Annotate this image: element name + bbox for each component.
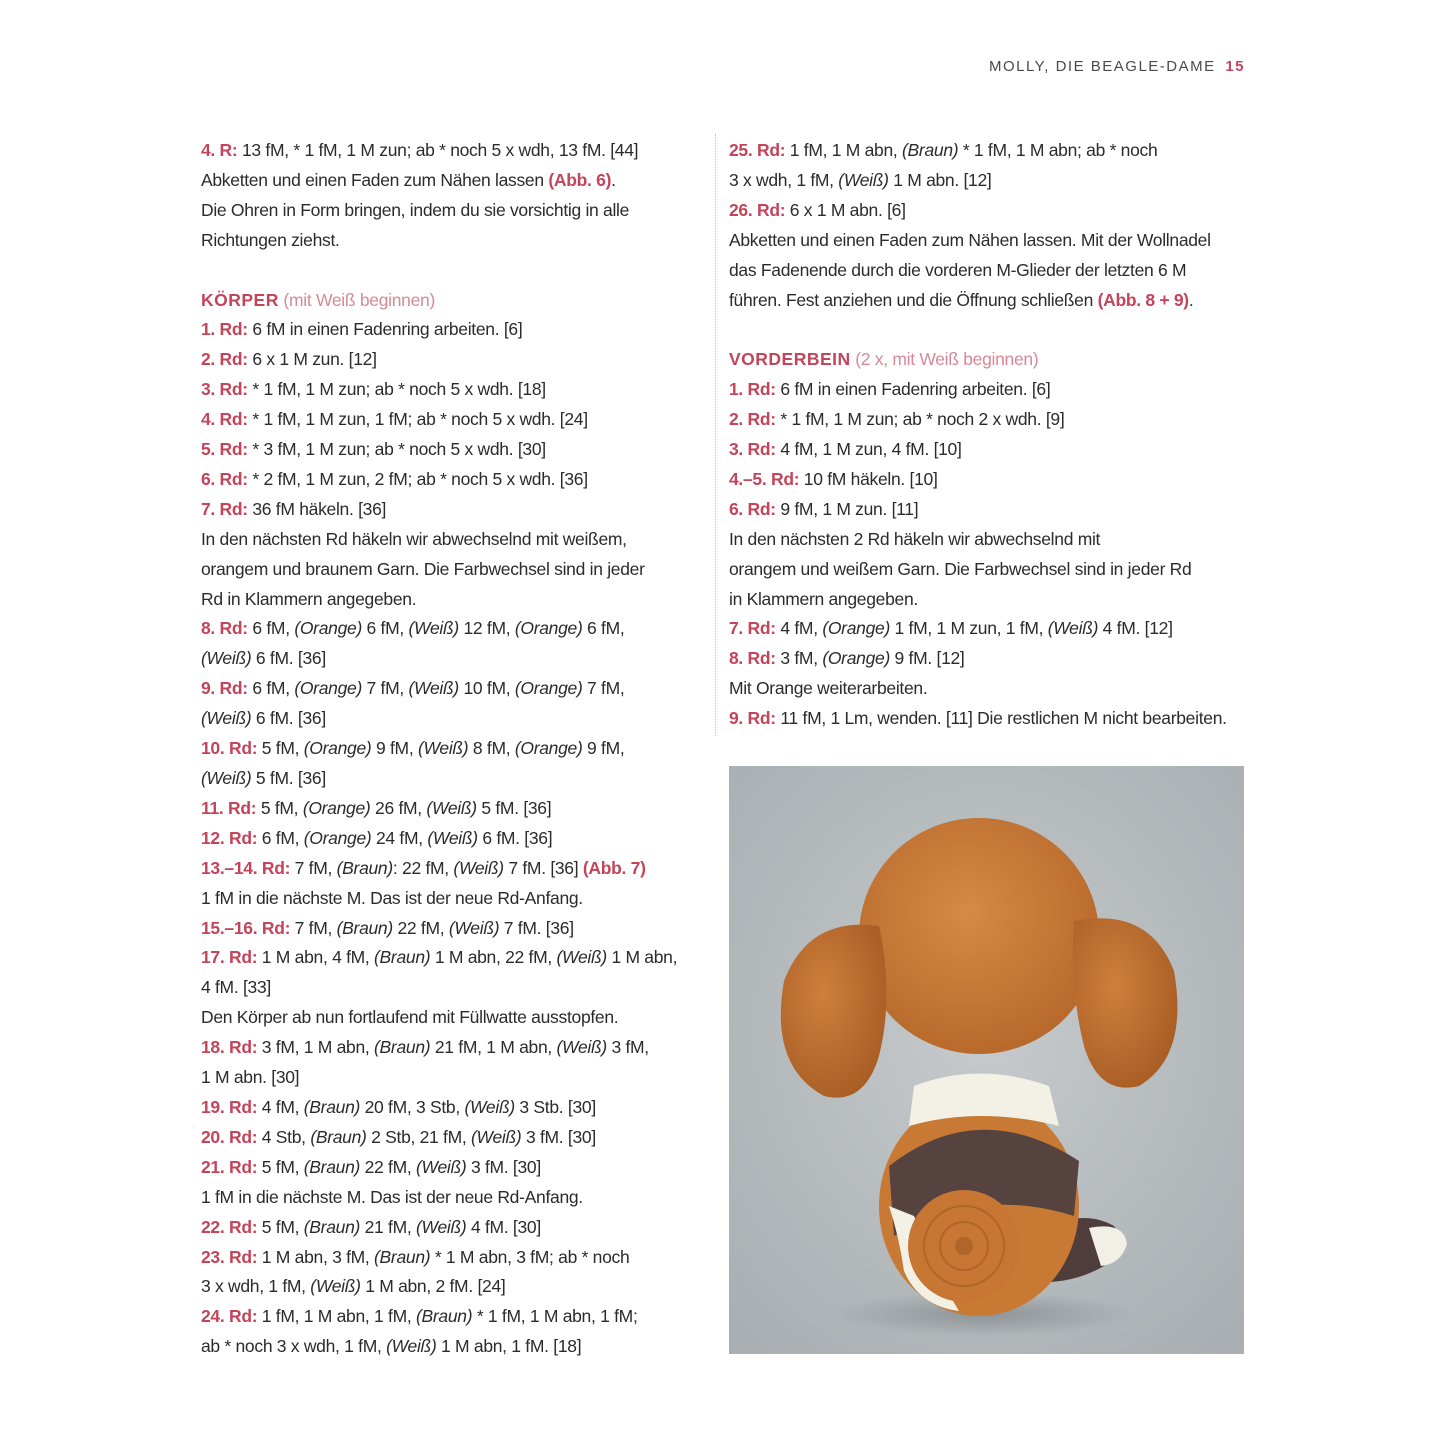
line-text: 3 fM, 1 M abn, [257, 1037, 375, 1058]
text-line [729, 585, 1269, 615]
line-text: 1 fM in die nächste M. Das ist der neue Rd-Anfang. [201, 1186, 583, 1207]
line-text: 10 fM, [458, 678, 515, 699]
color-change: (Weiß) [408, 678, 459, 699]
round-label: 9. Rd: [201, 678, 248, 699]
round-label: 18. Rd: [201, 1037, 258, 1058]
color-change: (Braun) [416, 1306, 473, 1327]
line-text: 6 fM. [36] [251, 648, 326, 669]
text-line [201, 794, 701, 824]
text-line [729, 614, 1269, 644]
line-text: 1 M abn, 1 fM. [18] [436, 1336, 582, 1357]
round-label: 21. Rd: [201, 1156, 258, 1177]
text-line [201, 764, 701, 794]
round-label: 17. Rd: [201, 947, 258, 968]
left-text-column [201, 136, 701, 1362]
line-text: Die Ohren in Form bringen, indem du sie vorsichtig in alle [201, 199, 630, 220]
line-text: 6 fM, [247, 618, 295, 639]
text-line [201, 495, 701, 525]
text-line [201, 315, 701, 345]
text-line [729, 704, 1269, 734]
line-text: 7 fM, [582, 678, 625, 699]
text-line [729, 465, 1269, 495]
line-text: 21 fM, [360, 1216, 417, 1237]
color-change: (Weiß) [453, 857, 504, 878]
line-text: das Fadenende durch die vorderen M-Glieder der letzten 6 M [729, 259, 1187, 280]
text-line [201, 943, 701, 973]
text-line [729, 495, 1269, 525]
round-label: 1. Rd: [201, 319, 248, 340]
round-label: 1. Rd: [729, 379, 776, 400]
line-text: 8 fM, [468, 738, 515, 759]
color-change: (Weiß) [556, 947, 607, 968]
line-text: 21 fM, 1 M abn, [430, 1037, 557, 1058]
color-change: (Orange) [303, 827, 372, 848]
round-label: 8. Rd: [729, 648, 776, 669]
line-text: 9 fM, [371, 738, 418, 759]
line-text: 1 fM, 1 M abn, [785, 140, 903, 160]
color-change: (Weiß) [471, 1126, 522, 1147]
line-text: 1 M abn. [12] [888, 169, 992, 190]
round-label: 7. Rd: [201, 498, 248, 519]
line-text: 3 fM. [30] [466, 1156, 541, 1177]
color-change: (Braun) [310, 1126, 367, 1147]
line-text: : 22 fM, [392, 857, 454, 878]
line-text: 9 fM, [582, 738, 625, 759]
line-text: 6 fM, [361, 618, 409, 639]
text-line [201, 734, 701, 764]
color-change: (Braun) [303, 1156, 361, 1177]
text-line [201, 1332, 701, 1362]
text-line [201, 884, 701, 914]
line-text: 1 M abn, 22 fM, [430, 947, 557, 968]
line-text: 20 fM, 3 Stb, [360, 1096, 465, 1117]
line-text: 4 fM, [257, 1096, 304, 1117]
paragraph-gap [201, 256, 701, 286]
text-line [201, 854, 701, 884]
round-label: 2. Rd: [729, 409, 776, 430]
line-text: 6 fM in einen Fadenring arbeiten. [6] [775, 379, 1051, 400]
text-line [201, 1183, 701, 1213]
line-text: * 1 fM, 1 M zun; ab * noch 5 x wdh. [18] [247, 379, 546, 400]
beagle-illustration [729, 766, 1244, 1354]
line-text: 6 x 1 M abn. [6] [785, 199, 906, 220]
column-divider [715, 134, 716, 736]
line-text: Mit Orange weiterarbeiten. [729, 678, 928, 699]
line-text: 5 fM, [257, 1156, 304, 1177]
round-label: 23. Rd: [201, 1246, 258, 1267]
line-text: 1 M abn, 4 fM, [257, 947, 375, 968]
line-text: * 1 fM, 1 M abn, 1 fM; [472, 1306, 638, 1327]
text-line [201, 196, 701, 226]
line-text: 5 fM. [36] [251, 768, 326, 789]
line-text: 2 Stb, 21 fM, [366, 1126, 472, 1147]
text-line [729, 196, 1269, 226]
color-change: (Weiß) [448, 917, 500, 938]
line-text: 24 fM, [371, 827, 428, 848]
line-text: 5 fM, [257, 1216, 304, 1237]
figure-reference: (Abb. 6) [548, 169, 612, 190]
line-text: 1 M abn, [606, 947, 678, 968]
color-change: (Weiß) [416, 1156, 467, 1177]
round-label: 2. Rd: [201, 349, 248, 370]
color-change: (Braun) [336, 857, 393, 878]
color-change: (Braun) [374, 1246, 431, 1267]
line-text: 13 fM, * 1 fM, 1 M zun; ab * noch 5 x wdh, 13 fM. [44] [237, 140, 639, 160]
section-note: (2 x, mit Weiß beginnen) [850, 349, 1039, 370]
line-text: 6 fM, [582, 618, 625, 639]
color-change: (Braun) [374, 947, 431, 968]
line-text: 5 fM. [36] [476, 797, 552, 818]
text-line [729, 405, 1269, 435]
line-text: * 3 fM, 1 M zun; ab * noch 5 x wdh. [30] [247, 439, 546, 460]
text-line [201, 435, 701, 465]
color-change: (Orange) [302, 797, 371, 818]
text-line [201, 1123, 701, 1153]
line-text: * 1 fM, 1 M abn; ab * noch [958, 140, 1158, 160]
text-line [201, 136, 701, 166]
round-label: 4.–5. Rd: [729, 468, 800, 489]
color-change: (Weiß) [556, 1037, 607, 1058]
round-label: 22. Rd: [201, 1216, 258, 1237]
text-line [729, 345, 1269, 375]
text-line [201, 525, 701, 555]
line-text: 7 fM, [361, 678, 409, 699]
line-text: 1 fM, 1 M abn, 1 fM, [257, 1306, 416, 1327]
round-label: 13.–14. Rd: [201, 857, 291, 878]
round-label: 26. Rd: [729, 199, 786, 220]
color-change: (Orange) [822, 648, 890, 669]
line-text: 36 fM häkeln. [36] [247, 498, 387, 519]
round-label: 3. Rd: [201, 379, 248, 400]
text-line [201, 1243, 701, 1273]
line-text: 9 fM. [12] [889, 648, 965, 669]
line-text: orangem und weißem Garn. Die Farbwechsel sind in jeder Rd [729, 558, 1192, 579]
text-line [729, 375, 1269, 405]
color-change: (Weiß) [201, 768, 252, 789]
line-text: Abketten und einen Faden zum Nähen lassen. Mit der Wollnadel [729, 229, 1211, 250]
text-line [201, 1033, 701, 1063]
color-change: (Weiß) [408, 618, 459, 639]
text-line [201, 1302, 701, 1332]
line-text: . [1188, 289, 1194, 310]
text-line [729, 286, 1269, 316]
section-note: (mit Weiß beginnen) [278, 289, 435, 310]
color-change: (Weiß) [838, 169, 889, 190]
round-label: 24. Rd: [201, 1306, 258, 1327]
color-change: (Orange) [514, 618, 583, 639]
running-header [989, 58, 1245, 75]
line-text: 1 M abn. [30] [201, 1067, 300, 1088]
line-text: in Klammern angegeben. [729, 588, 918, 609]
line-text: 3 fM, [775, 648, 823, 669]
page-number: 15 [1225, 58, 1245, 75]
line-text: 4 Stb, [257, 1126, 311, 1147]
color-change: (Orange) [303, 738, 372, 759]
color-change: (Weiß) [386, 1336, 437, 1357]
color-change: (Weiß) [1047, 618, 1099, 639]
color-change: (Braun) [303, 1096, 361, 1117]
line-text: 3 fM. [30] [521, 1126, 596, 1147]
text-line [201, 465, 701, 495]
line-text: 3 fM, [606, 1037, 649, 1058]
line-text: 7 fM, [290, 857, 337, 878]
text-line [201, 614, 701, 644]
section-heading: KÖRPER [201, 289, 279, 310]
text-line [201, 1153, 701, 1183]
line-text: 5 fM, [256, 797, 303, 818]
text-line [201, 1213, 701, 1243]
color-change: (Braun) [374, 1037, 431, 1058]
line-text: * 1 fM, 1 M zun, 1 fM; ab * noch 5 x wdh. [24] [247, 409, 588, 430]
line-text: führen. Fest anziehen und die Öffnung schließen [729, 289, 1098, 310]
text-line [201, 286, 701, 316]
line-text: 6 fM, [257, 827, 304, 848]
text-line [201, 914, 701, 944]
text-line [201, 674, 701, 704]
line-text: 1 M abn, 2 fM. [24] [360, 1276, 506, 1297]
text-line [201, 345, 701, 375]
round-label: 25. Rd: [729, 140, 786, 160]
round-label: 4. R: [201, 140, 238, 160]
color-change: (Weiß) [464, 1096, 515, 1117]
color-change: (Orange) [514, 738, 583, 759]
text-line [201, 555, 701, 585]
text-line [729, 136, 1269, 166]
text-line [201, 704, 701, 734]
color-change: (Orange) [294, 678, 362, 699]
text-line [201, 1093, 701, 1123]
color-change: (Weiß) [427, 827, 478, 848]
line-text: 9 fM, 1 M zun. [11] [775, 498, 919, 519]
color-change: (Orange) [822, 618, 890, 639]
line-text: 26 fM, [370, 797, 427, 818]
line-text: * 1 fM, 1 M zun; ab * noch 2 x wdh. [9] [775, 409, 1065, 430]
text-line [729, 555, 1269, 585]
round-label: 5. Rd: [201, 439, 248, 460]
line-text: 4 fM, 1 M zun, 4 fM. [10] [775, 439, 962, 460]
line-text: 11 fM, 1 Lm, wenden. [11] Die restlichen M nicht bearbeiten. [775, 708, 1227, 729]
text-line [201, 375, 701, 405]
color-change: (Orange) [514, 678, 583, 699]
round-label: 19. Rd: [201, 1096, 258, 1117]
color-change: (Weiß) [416, 1216, 467, 1237]
color-change: (Weiß) [417, 738, 469, 759]
paragraph-gap [729, 315, 1269, 345]
line-text: 4 fM. [30] [466, 1216, 541, 1237]
line-text: 6 x 1 M zun. [12] [247, 349, 377, 370]
line-text: 1 fM, 1 M zun, 1 fM, [889, 618, 1048, 639]
round-label: 9. Rd: [729, 708, 776, 729]
text-line [201, 1272, 701, 1302]
text-line [729, 525, 1269, 555]
line-text: ab * noch 3 x wdh, 1 fM, [201, 1336, 387, 1357]
line-text: 3 x wdh, 1 fM, [729, 169, 839, 190]
round-label: 4. Rd: [201, 409, 248, 430]
text-line [201, 1003, 701, 1033]
running-header-title: MOLLY, DIE BEAGLE-DAME [988, 58, 1216, 75]
figure-reference: (Abb. 8 + 9) [1097, 289, 1189, 310]
text-line [201, 644, 701, 674]
line-text: 6 fM, [247, 678, 295, 699]
text-line [729, 435, 1269, 465]
line-text: 7 fM, [290, 917, 337, 938]
text-line [201, 405, 701, 435]
text-line [201, 585, 701, 615]
round-label: 6. Rd: [201, 468, 248, 489]
color-change: (Weiß) [426, 797, 477, 818]
line-text: 4 fM, [775, 618, 823, 639]
round-label: 6. Rd: [729, 498, 776, 519]
line-text: 7 fM. [36] [499, 917, 574, 938]
line-text: 12 fM, [458, 618, 515, 639]
line-text: Den Körper ab nun fortlaufend mit Füllwatte ausstopfen. [201, 1007, 619, 1028]
text-line [201, 226, 701, 256]
text-line [729, 256, 1269, 286]
line-text: * 1 M abn, 3 fM; ab * noch [430, 1246, 630, 1267]
line-text: 22 fM, [392, 917, 449, 938]
text-line [201, 824, 701, 854]
round-label: 8. Rd: [201, 618, 248, 639]
line-text: 5 fM, [257, 738, 304, 759]
text-line [201, 973, 701, 1003]
line-text: 4 fM. [33] [201, 977, 271, 998]
line-text: 4 fM. [12] [1098, 618, 1173, 639]
text-line [729, 674, 1269, 704]
line-text: 6 fM. [36] [477, 827, 553, 848]
round-label: 15.–16. Rd: [201, 917, 291, 938]
line-text: 3 x wdh, 1 fM, [201, 1276, 311, 1297]
line-text: Rd in Klammern angegeben. [201, 588, 417, 609]
color-change: (Weiß) [310, 1276, 361, 1297]
line-text: 6 fM in einen Fadenring arbeiten. [6] [247, 319, 523, 340]
color-change: (Orange) [294, 618, 362, 639]
round-label: 10. Rd: [201, 738, 258, 759]
color-change: (Braun) [902, 140, 959, 160]
line-text: orangem und braunem Garn. Die Farbwechsel sind in jeder [201, 558, 645, 579]
round-label: 20. Rd: [201, 1126, 258, 1147]
line-text: 7 fM. [36] [503, 857, 583, 878]
color-change: (Weiß) [201, 648, 252, 669]
line-text: Richtungen ziehst. [201, 229, 340, 250]
text-line [729, 166, 1269, 196]
section-heading: VORDERBEIN [729, 349, 851, 370]
text-line [201, 166, 701, 196]
line-text: Abketten und einen Faden zum Nähen lassen [201, 169, 549, 190]
round-label: 3. Rd: [729, 439, 776, 460]
round-label: 11. Rd: [201, 797, 257, 818]
line-text: 22 fM, [360, 1156, 417, 1177]
crochet-beagle-photo [729, 766, 1244, 1354]
text-line [201, 1063, 701, 1093]
line-text: * 2 fM, 1 M zun, 2 fM; ab * noch 5 x wdh. [36] [247, 468, 588, 489]
line-text: In den nächsten 2 Rd häkeln wir abwechselnd mit [729, 528, 1101, 549]
round-label: 12. Rd: [201, 827, 258, 848]
color-change: (Braun) [336, 917, 393, 938]
right-text-column [729, 136, 1269, 734]
color-change: (Braun) [303, 1216, 361, 1237]
line-text: 10 fM häkeln. [10] [799, 468, 938, 489]
text-line [729, 644, 1269, 674]
text-line [729, 226, 1269, 256]
round-label: 7. Rd: [729, 618, 776, 639]
color-change: (Weiß) [201, 708, 252, 729]
line-text: In den nächsten Rd häkeln wir abwechselnd mit weißem, [201, 528, 627, 549]
line-text: 6 fM. [36] [251, 708, 326, 729]
figure-reference: (Abb. 7) [582, 857, 646, 878]
line-text: 1 M abn, 3 fM, [257, 1246, 375, 1267]
line-text: 3 Stb. [30] [514, 1096, 596, 1117]
line-text: 1 fM in die nächste M. Das ist der neue Rd-Anfang. [201, 887, 583, 908]
line-text: . [611, 169, 616, 190]
